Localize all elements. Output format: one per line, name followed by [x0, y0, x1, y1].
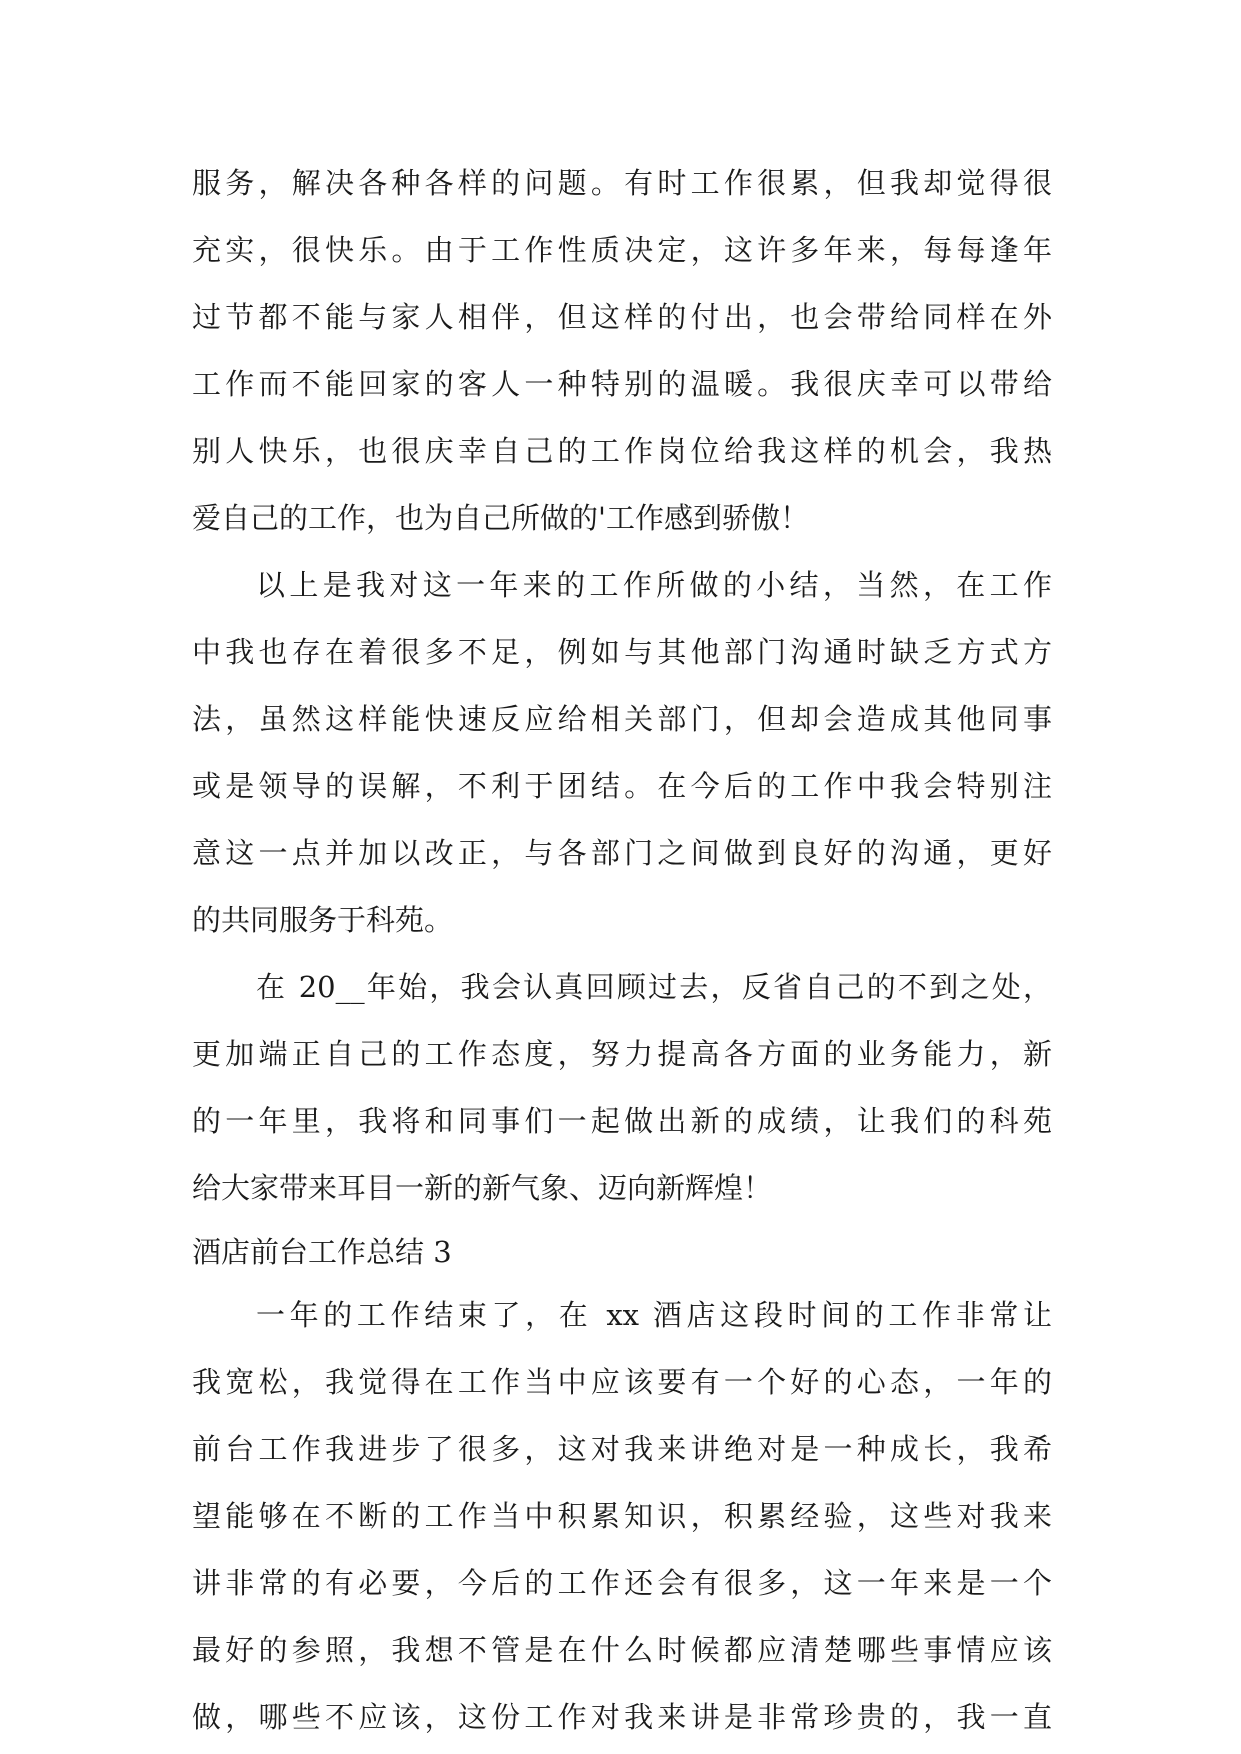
paragraph-line: 一年的工作结束了，在 xx 酒店这段时间的工作非常让 — [256, 1298, 1052, 1332]
paragraph-line: 最好的参照，我想不管是在什么时候都应清楚哪些事情应该 — [192, 1633, 1052, 1667]
paragraph-line: 讲非常的有必要，今后的工作还会有很多，这一年来是一个 — [192, 1566, 1052, 1600]
paragraph-line: 中我也存在着很多不足，例如与其他部门沟通时缺乏方式方 — [192, 635, 1052, 669]
paragraph-2 — [192, 552, 1052, 954]
paragraph-1 — [192, 150, 1052, 552]
paragraph-line: 服务，解决各种各样的问题。有时工作很累，但我却觉得很 — [192, 166, 1052, 200]
paragraph-line: 爱自己的工作，也为自己所做的'工作感到骄傲！ — [192, 501, 809, 535]
paragraph-line: 望能够在不断的工作当中积累知识，积累经验，这些对我来 — [192, 1499, 1052, 1533]
paragraph-line: 前台工作我进步了很多，这对我来讲绝对是一种成长，我希 — [192, 1432, 1052, 1466]
paragraph-line: 的一年里，我将和同事们一起做出新的成绩，让我们的科苑 — [192, 1104, 1052, 1138]
paragraph-line: 更加端正自己的工作态度，努力提高各方面的业务能力，新 — [192, 1037, 1052, 1071]
paragraph-line: 的共同服务于科苑。 — [192, 903, 454, 937]
paragraph-line: 在 20__年始，我会认真回顾过去，反省自己的不到之处， — [256, 970, 1052, 1004]
paragraph-line: 充实，很快乐。由于工作性质决定，这许多年来，每每逢年 — [192, 233, 1052, 267]
paragraph-line: 以上是我对这一年来的工作所做的小结，当然，在工作 — [256, 568, 1052, 602]
paragraph-line: 我宽松，我觉得在工作当中应该要有一个好的心态，一年的 — [192, 1365, 1052, 1399]
paragraph-line: 过节都不能与家人相伴，但这样的付出，也会带给同样在外 — [192, 300, 1052, 334]
paragraph-line: 意这一点并加以改正，与各部门之间做到良好的沟通，更好 — [192, 836, 1052, 870]
paragraph-line: 别人快乐，也很庆幸自己的工作岗位给我这样的机会，我热 — [192, 434, 1052, 468]
paragraph-line: 或是领导的误解，不利于团结。在今后的工作中我会特别注 — [192, 769, 1052, 803]
section-title: 酒店前台工作总结 3 — [192, 1235, 452, 1269]
paragraph-4 — [192, 1282, 1052, 1751]
paragraph-line: 给大家带来耳目一新的新气象、迈向新辉煌！ — [192, 1171, 773, 1205]
paragraph-3 — [192, 954, 1052, 1222]
paragraph-line: 工作而不能回家的客人一种特别的温暖。我很庆幸可以带给 — [192, 367, 1052, 401]
document-page — [192, 150, 1052, 1751]
paragraph-line: 法，虽然这样能快速反应给相关部门，但却会造成其他同事 — [192, 702, 1052, 736]
paragraph-line: 做，哪些不应该，这份工作对我来讲是非常珍贵的，我一直 — [192, 1700, 1052, 1734]
